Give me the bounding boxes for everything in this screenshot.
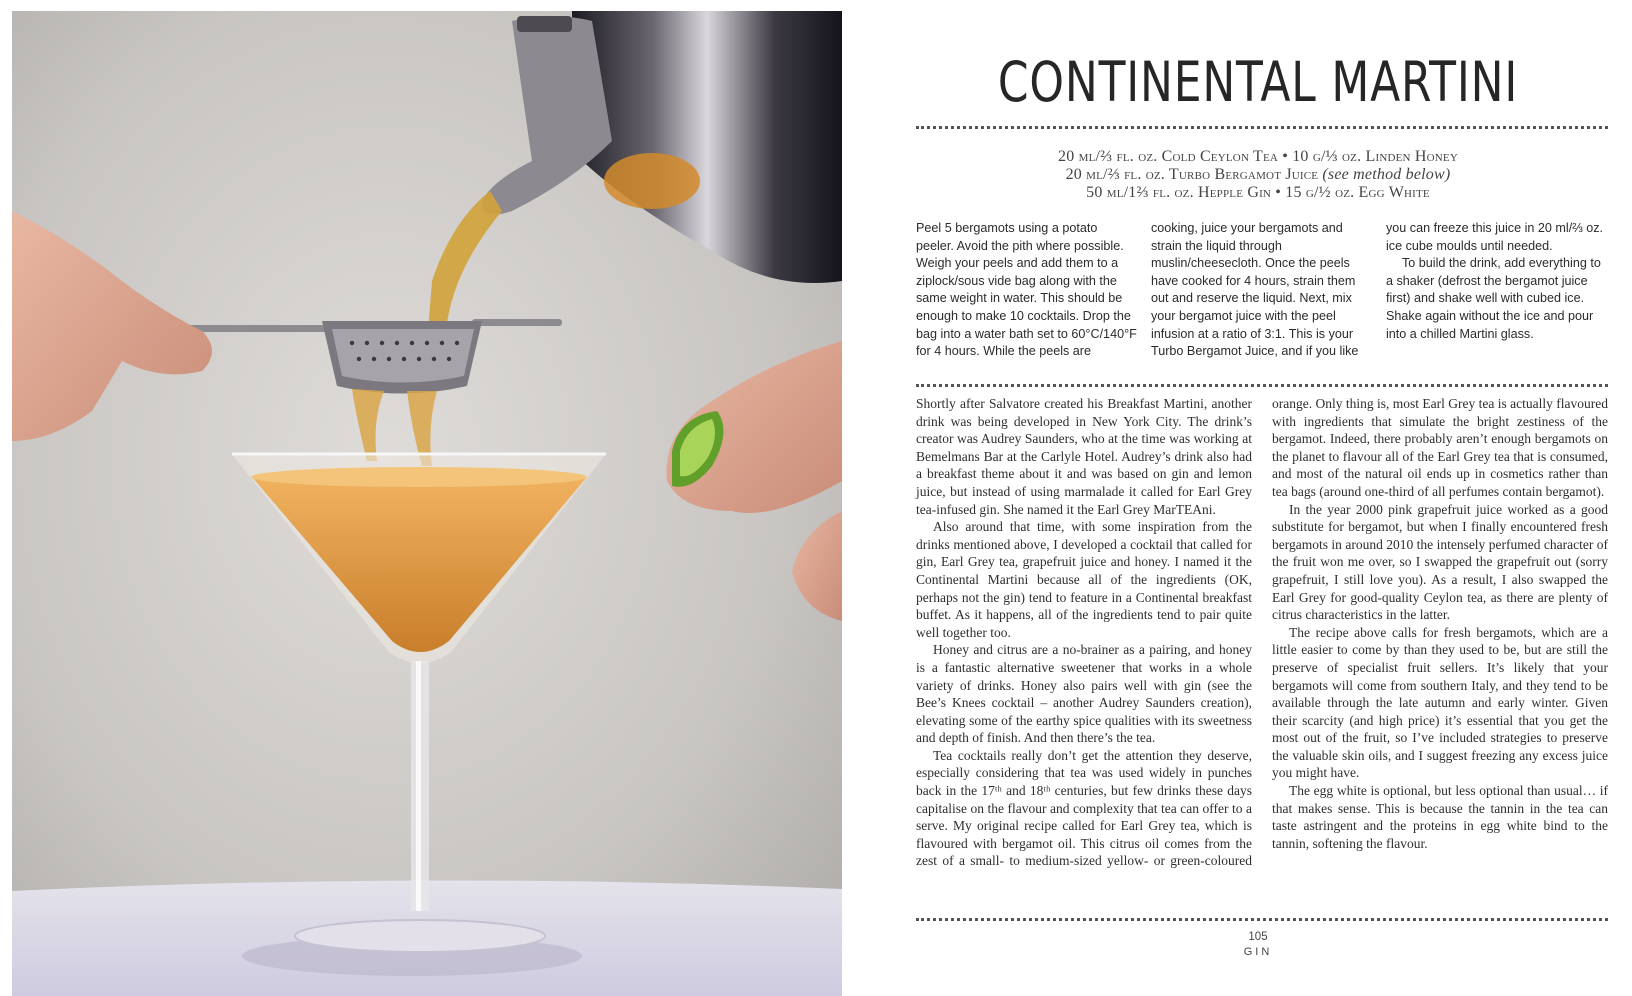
essay-paragraph: Also around that time, with some inspiration from the drinks mentioned above, I developed a cocktail that called for gin, Earl Grey tea, grapefruit juice and honey. I named it the Continental Martini because all of the ingredients (OK, perhaps not the gin) tend to feature in a Continental breakfast buffet. As it happens, all of the ingredients tend to pair quite well together too.: [916, 519, 1252, 640]
essay-paragraph: Tea cocktails really don’t get the attention they deserve, especially considering that tea was used widely in punches back in the 17ᵗʰ and 18ᵗʰ centuries, but few drinks these days capitalise on the flavour and complexity that tea can offer to a serve. My original recipe called for Earl Grey tea, which is flavoured with bergamot oil. This citrus oil comes from the zest of a small- to medium-sized yellow- or green-coloured orange. Only thing is, most Earl Grey tea is actually flavoured with ingredients that simulate the bright zestiness of the bergamot. Indeed, there probably aren’t enough bergamots on the planet to flavour all of the Earl Grey tea that is consumed, and most of the natural oil ends up in cosmetics rather than tea bags (around one-third of all perfumes contain bergamot).: [916, 396, 1608, 869]
method-paragraph: Peel 5 bergamots using a potato peeler. Avoid the pith where possible. Weigh your peels and add them to a ziplock/sous vide bag along with the same weight in water. This should be enough to make 10 cocktails. Drop the bag into a water bath set to 60°C/140°F for 4 hours. While the peels are cooking, juice your bergamots and strain the liquid through muslin/cheesecloth. Once the peels have cooked for 4 hours, strain them out and reserve the liquid. Next, mix your bergamot juice with the peel infusion at a ratio of 3:1. This is your Turbo Bergamot Juice, and if you like you can freeze this juice in 20 ml/⅔ oz. ice cube moulds until needed.: [916, 221, 1604, 359]
section-name: GIN: [1243, 946, 1273, 958]
ingredient-line: [908, 166, 1608, 184]
method-text: [916, 220, 1608, 361]
ingredient-text: 20 ml/⅔ fl. oz. Turbo Bergamot Juice: [1065, 166, 1319, 183]
essay-paragraph: The recipe above calls for fresh bergamots, which are a little easier to come by than they used to be, but are still the preserve of specialist fruit sellers. It’s likely that your bergamots will come from southern Italy, and they tend to be available through the late autumn and early winter. Given their scarcity (and high price) it’s essential that you get the most out of the fruit, so I’ve included strategies to preserve the valuable skin oils, and I suggest freezing any excess juice you might have.: [1272, 624, 1608, 781]
ingredient-list: [908, 148, 1608, 202]
essay-paragraph: In the year 2000 pink grapefruit juice worked as a good substitute for bergamot, but when I finally encountered fresh bergamots in around 2010 the intensely perfumed character of the fruit won me over, so I swapped the grapefruit out (sorry grapefruit, I still love you). As a result, I also swapped the Earl Grey for good-quality Ceylon tea, as there are plenty of citrus characteristics in the latter.: [1272, 501, 1608, 623]
recipe-title: CONTINENTAL MARTINI: [997, 50, 1519, 114]
dotted-rule: [916, 918, 1608, 921]
page-number: 105: [1248, 931, 1268, 943]
ingredient-line: 50 ml/1⅔ fl. oz. Hepple Gin • 15 g/½ oz. Egg White: [1086, 184, 1430, 201]
dotted-rule: [916, 126, 1608, 129]
ingredient-note: (see method below): [1322, 166, 1451, 183]
essay-paragraph: Shortly after Salvatore created his Breakfast Martini, another drink was being developed in New York City. The drink’s creator was Audrey Saunders, who at the time was working at Bemelmans Bar at the Carlyle Hotel. Audrey’s drink also had a breakfast theme about it and was based on gin and lemon juice, but instead of using marmalade it called for Earl Grey tea-infused gin. She named it the Earl Grey MarTEAni.: [916, 396, 1252, 517]
essay-text: [916, 395, 1608, 923]
essay-columns: [916, 395, 1608, 923]
method-column: [916, 220, 1608, 361]
essay-paragraph: The egg white is optional, but less optional than usual… if that makes sense. This is because the tannin in the tea can taste astringent and the proteins in egg white bind to the tannin, softening the flavour.: [1272, 783, 1608, 851]
page-footer: [908, 930, 1608, 960]
dotted-rule: [916, 384, 1608, 387]
method-paragraph: To build the drink, add everything to a shaker (defrost the bergamot juice first) and shake well with cubed ice. Shake again without the ice and pour into a chilled Martini glass.: [1386, 256, 1601, 341]
ingredient-line: 20 ml/⅔ fl. oz. Cold Ceylon Tea • 10 g/⅓ oz. Linden Honey: [1058, 148, 1458, 165]
recipe-page: [908, 0, 1608, 996]
cocktail-illustration: [12, 11, 842, 996]
cocktail-photo: [12, 11, 842, 996]
essay-paragraph: Honey and citrus are a no-brainer as a pairing, and honey is a fantastic alternative sweetener that works in a whole variety of drinks. Honey also pairs well with gin (see the Bee’s Knees cocktail – another Audrey Saunders creation), elevating some of the earthy spice qualities with its sweetness and depth of finish. And then there’s the tea.: [916, 642, 1252, 746]
